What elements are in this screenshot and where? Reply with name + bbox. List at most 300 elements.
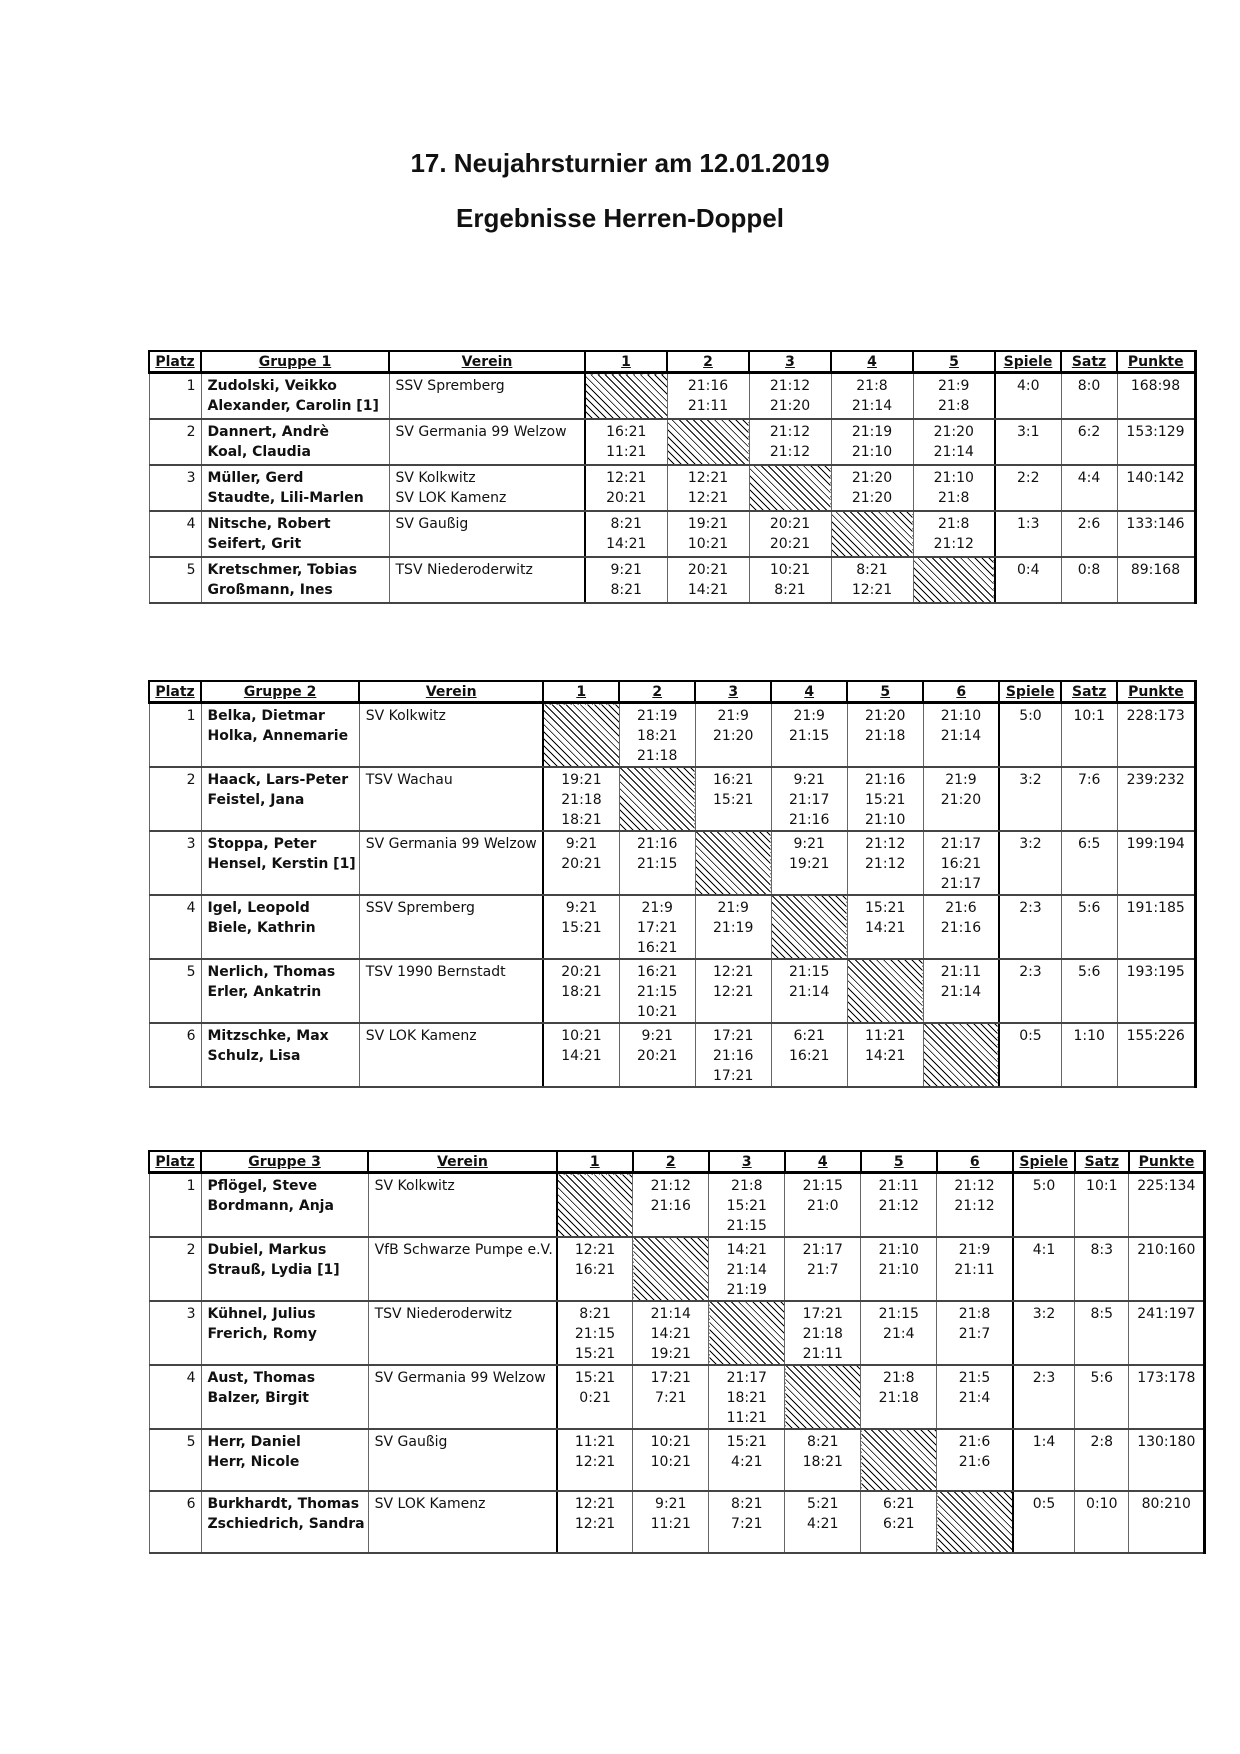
player-name: Staudte, Lili-Marlen	[207, 489, 364, 506]
match-score-cell	[847, 767, 923, 831]
club-cell	[359, 703, 543, 768]
match-score-cell	[913, 511, 995, 557]
match-score-cell	[709, 1491, 785, 1553]
set-score: 4:21	[807, 1516, 839, 1532]
set-score: 21:15	[726, 1218, 767, 1234]
match-score-cell	[709, 1237, 785, 1301]
match-score-cell	[923, 703, 999, 768]
players-cell	[201, 373, 389, 419]
satz-cell: 5:6	[1075, 1365, 1129, 1429]
set-score: 21:15	[574, 1326, 616, 1342]
set-score: 21:11	[802, 1346, 843, 1362]
set-score: 10:21	[561, 1028, 602, 1044]
club-cell	[359, 1023, 543, 1087]
column-header: 4	[831, 351, 913, 373]
satz-cell: 0:8	[1061, 557, 1117, 603]
table-row	[149, 419, 1195, 465]
punkte-cell: 199:194	[1117, 831, 1195, 895]
spiele-cell: 0:5	[1013, 1491, 1075, 1553]
set-score: 21:16	[650, 1198, 691, 1214]
player-name: Nerlich, Thomas	[207, 964, 336, 980]
match-score-cell	[633, 1173, 709, 1238]
player-name: Kretschmer, Tobias	[207, 561, 358, 578]
set-score: 21:6	[945, 900, 977, 916]
club-cell	[368, 1237, 557, 1301]
match-score-cell	[543, 895, 619, 959]
satz-cell: 1:10	[1061, 1023, 1117, 1087]
set-score: 21:16	[865, 772, 906, 788]
column-header: 1	[543, 681, 619, 703]
set-score: 21:12	[954, 1178, 995, 1194]
set-score: 12:21	[574, 1496, 616, 1512]
satz-cell: 8:3	[1075, 1237, 1129, 1301]
satz-cell: 6:2	[1061, 419, 1117, 465]
self-match-hatched-cell	[667, 419, 749, 465]
set-score: 21:17	[802, 1242, 843, 1258]
match-score-cell	[619, 1023, 695, 1087]
platz-cell: 3	[149, 465, 201, 511]
match-score-cell	[695, 1023, 771, 1087]
column-header: 5	[847, 681, 923, 703]
spiele-cell: 4:1	[1013, 1237, 1075, 1301]
column-header: 4	[785, 1151, 861, 1173]
platz-cell: 6	[149, 1491, 201, 1553]
players-cell	[201, 511, 389, 557]
set-score: 21:8	[731, 1178, 763, 1194]
self-match-hatched-cell	[695, 831, 771, 895]
match-score-cell	[785, 1491, 861, 1553]
set-score: 12:21	[574, 1454, 616, 1470]
set-score: 21:14	[650, 1306, 691, 1322]
column-header: Spiele	[995, 351, 1061, 373]
club-name: SSV Spremberg	[395, 378, 505, 394]
set-score: 21:10	[878, 1242, 919, 1258]
set-score: 21:9	[717, 708, 749, 724]
set-score: 21:12	[865, 856, 906, 872]
punkte-cell: 155:226	[1117, 1023, 1195, 1087]
set-score: 21:12	[769, 423, 811, 440]
players-cell	[201, 1173, 368, 1238]
player-name: Mitzschke, Max	[207, 1028, 329, 1044]
set-score: 21:12	[933, 535, 974, 552]
set-score: 19:21	[561, 772, 602, 788]
set-score: 21:14	[789, 984, 830, 1000]
club-name: SV Kolkwitz	[395, 469, 476, 486]
set-score: 16:21	[940, 856, 982, 872]
column-header: Punkte	[1117, 351, 1195, 373]
self-match-hatched-cell	[557, 1173, 633, 1238]
column-header: Platz	[149, 1151, 201, 1173]
platz-cell: 5	[149, 557, 201, 603]
self-match-hatched-cell	[913, 557, 995, 603]
set-score: 21:16	[789, 812, 830, 828]
set-score: 21:18	[637, 748, 678, 764]
set-score: 12:21	[713, 984, 754, 1000]
self-match-hatched-cell	[937, 1491, 1013, 1553]
set-score: 15:21	[865, 900, 906, 916]
punkte-cell: 153:129	[1117, 419, 1195, 465]
club-cell	[368, 1491, 557, 1553]
players-cell	[201, 959, 359, 1023]
set-score: 8:21	[731, 1496, 763, 1512]
spiele-cell: 2:3	[1013, 1365, 1075, 1429]
self-match-hatched-cell	[585, 373, 667, 419]
set-score: 14:21	[650, 1326, 691, 1342]
set-score: 21:0	[807, 1198, 839, 1214]
match-score-cell	[667, 557, 749, 603]
players-cell	[201, 465, 389, 511]
column-header: 6	[923, 681, 999, 703]
column-header: 3	[709, 1151, 785, 1173]
self-match-hatched-cell	[543, 703, 619, 768]
match-score-cell	[861, 1491, 937, 1553]
set-score: 14:21	[606, 535, 647, 552]
header-row	[149, 351, 1195, 373]
self-match-hatched-cell	[785, 1365, 861, 1429]
set-score: 19:21	[789, 856, 830, 872]
set-score: 21:7	[958, 1326, 991, 1342]
set-score: 21:10	[940, 708, 982, 724]
set-score: 19:21	[650, 1346, 691, 1362]
platz-cell: 4	[149, 511, 201, 557]
column-header: 3	[749, 351, 831, 373]
player-name: Großmann, Ines	[207, 581, 333, 598]
table-row	[149, 1429, 1205, 1491]
match-score-cell	[771, 831, 847, 895]
set-score: 8:21	[610, 515, 642, 532]
satz-cell: 7:6	[1061, 767, 1117, 831]
platz-cell: 4	[149, 895, 201, 959]
match-score-cell	[695, 895, 771, 959]
set-score: 15:21	[574, 1346, 616, 1362]
set-score: 9:21	[655, 1496, 687, 1512]
set-score: 21:20	[769, 398, 811, 414]
player-name: Zudolski, Veikko	[207, 378, 337, 394]
results-table-group-2	[148, 680, 1197, 1088]
player-name: Dubiel, Markus	[207, 1242, 327, 1258]
club-cell	[359, 831, 543, 895]
match-score-cell	[619, 703, 695, 768]
club-name: SV Germania 99 Welzow	[395, 423, 567, 440]
set-score: 15:21	[713, 792, 754, 808]
club-name: SV Kolkwitz	[374, 1178, 455, 1194]
table-row	[149, 831, 1195, 895]
player-name: Strauß, Lydia [1]	[207, 1262, 340, 1278]
table-row	[149, 1237, 1205, 1301]
set-score: 17:21	[713, 1028, 754, 1044]
players-cell	[201, 831, 359, 895]
match-score-cell	[557, 1491, 633, 1553]
punkte-cell: 241:197	[1129, 1301, 1205, 1365]
set-score: 16:21	[637, 940, 678, 956]
column-header: Verein	[389, 351, 585, 373]
player-name: Erler, Ankatrin	[207, 984, 322, 1000]
column-header: Punkte	[1129, 1151, 1205, 1173]
self-match-hatched-cell	[861, 1429, 937, 1491]
club-name: SV Germania 99 Welzow	[374, 1370, 546, 1386]
punkte-cell: 133:146	[1117, 511, 1195, 557]
table-row	[149, 511, 1195, 557]
table-row	[149, 1365, 1205, 1429]
player-name: Burkhardt, Thomas	[207, 1496, 360, 1512]
players-cell	[201, 1365, 368, 1429]
match-score-cell	[937, 1301, 1013, 1365]
match-score-cell	[543, 767, 619, 831]
club-name: TSV Niederoderwitz	[395, 561, 533, 578]
club-name: SV LOK Kamenz	[395, 489, 507, 506]
set-score: 6:21	[883, 1496, 915, 1512]
set-score: 21:15	[802, 1178, 843, 1194]
set-score: 16:21	[606, 423, 647, 440]
platz-cell: 5	[149, 959, 201, 1023]
set-score: 21:10	[865, 812, 906, 828]
set-score: 16:21	[637, 964, 678, 980]
match-score-cell	[749, 557, 831, 603]
set-score: 21:16	[687, 378, 729, 394]
match-score-cell	[923, 959, 999, 1023]
match-score-cell	[771, 1023, 847, 1087]
spiele-cell: 5:0	[1013, 1173, 1075, 1238]
match-score-cell	[557, 1365, 633, 1429]
set-score: 11:21	[606, 443, 647, 460]
players-cell	[201, 1237, 368, 1301]
set-score: 21:18	[802, 1326, 843, 1342]
spiele-cell: 1:3	[995, 511, 1061, 557]
match-score-cell	[913, 373, 995, 419]
table-row	[149, 1301, 1205, 1365]
set-score: 21:17	[789, 792, 830, 808]
match-score-cell	[709, 1429, 785, 1491]
satz-cell: 0:10	[1075, 1491, 1129, 1553]
set-score: 15:21	[865, 792, 906, 808]
set-score: 12:21	[851, 581, 893, 598]
match-score-cell	[543, 959, 619, 1023]
club-name: SV Gaußig	[374, 1434, 448, 1450]
set-score: 15:21	[726, 1198, 767, 1214]
punkte-cell: 80:210	[1129, 1491, 1205, 1553]
set-score: 20:21	[606, 489, 647, 506]
set-score: 21:20	[865, 708, 906, 724]
group-2-table-wrapper	[148, 680, 1197, 1088]
player-name: Haack, Lars-Peter	[207, 772, 349, 788]
satz-cell: 6:5	[1061, 831, 1117, 895]
column-header: 6	[937, 1151, 1013, 1173]
set-score: 21:6	[958, 1454, 991, 1470]
set-score: 21:17	[940, 876, 982, 892]
punkte-cell: 225:134	[1129, 1173, 1205, 1238]
page-title: 17. Neujahrsturnier am 12.01.2019	[410, 148, 830, 178]
column-header: Satz	[1061, 681, 1117, 703]
satz-cell: 2:8	[1075, 1429, 1129, 1491]
club-cell	[389, 511, 585, 557]
match-score-cell	[937, 1365, 1013, 1429]
set-score: 9:21	[565, 836, 598, 852]
match-score-cell	[667, 373, 749, 419]
player-name: Belka, Dietmar	[207, 708, 325, 724]
player-name: Igel, Leopold	[207, 900, 310, 916]
player-name: Kühnel, Julius	[207, 1306, 316, 1322]
set-score: 11:21	[574, 1434, 616, 1450]
set-score: 21:8	[938, 515, 970, 532]
set-score: 21:14	[940, 728, 982, 744]
match-score-cell	[861, 1173, 937, 1238]
set-score: 21:17	[940, 836, 982, 852]
set-score: 9:21	[793, 772, 825, 788]
set-score: 17:21	[713, 1068, 754, 1084]
players-cell	[201, 419, 389, 465]
player-name: Schulz, Lisa	[207, 1048, 301, 1064]
set-score: 18:21	[561, 812, 602, 828]
club-cell	[389, 419, 585, 465]
set-score: 10:21	[650, 1434, 691, 1450]
set-score: 21:10	[851, 443, 893, 460]
platz-cell: 3	[149, 1301, 201, 1365]
match-score-cell	[749, 511, 831, 557]
match-score-cell	[771, 767, 847, 831]
match-score-cell	[633, 1491, 709, 1553]
set-score: 21:7	[807, 1262, 839, 1278]
punkte-cell: 89:168	[1117, 557, 1195, 603]
set-score: 20:21	[769, 535, 811, 552]
table-row	[149, 959, 1195, 1023]
club-name: SV Gaußig	[395, 515, 469, 532]
set-score: 10:21	[769, 561, 811, 578]
set-score: 11:21	[865, 1028, 906, 1044]
set-score: 10:21	[687, 535, 729, 552]
club-cell	[368, 1429, 557, 1491]
self-match-hatched-cell	[771, 895, 847, 959]
set-score: 21:10	[878, 1262, 919, 1278]
set-score: 14:21	[726, 1242, 767, 1258]
set-score: 21:9	[717, 900, 749, 916]
set-score: 21:8	[883, 1370, 915, 1386]
set-score: 20:21	[687, 561, 729, 578]
player-name: Seifert, Grit	[207, 535, 302, 552]
match-score-cell	[785, 1429, 861, 1491]
set-score: 21:19	[637, 708, 678, 724]
results-table-group-3	[148, 1150, 1206, 1554]
set-score: 7:21	[655, 1390, 687, 1406]
spiele-cell: 2:2	[995, 465, 1061, 511]
column-header: Spiele	[1013, 1151, 1075, 1173]
match-score-cell	[585, 557, 667, 603]
column-header: Punkte	[1117, 681, 1195, 703]
set-score: 21:12	[650, 1178, 691, 1194]
match-score-cell	[831, 557, 913, 603]
spiele-cell: 4:0	[995, 373, 1061, 419]
match-score-cell	[667, 465, 749, 511]
set-score: 21:20	[933, 423, 974, 440]
set-score: 21:4	[958, 1390, 991, 1406]
set-score: 14:21	[865, 920, 906, 936]
set-score: 21:16	[637, 836, 678, 852]
set-score: 21:12	[769, 443, 811, 460]
set-score: 21:16	[713, 1048, 754, 1064]
set-score: 21:10	[933, 469, 974, 486]
set-score: 21:15	[637, 856, 678, 872]
set-score: 8:21	[856, 561, 888, 578]
self-match-hatched-cell	[923, 1023, 999, 1087]
set-score: 21:19	[713, 920, 754, 936]
set-score: 21:20	[713, 728, 754, 744]
set-score: 21:15	[637, 984, 678, 1000]
column-header: 3	[695, 681, 771, 703]
platz-cell: 2	[149, 1237, 201, 1301]
table-row	[149, 465, 1195, 511]
player-name: Holka, Annemarie	[207, 728, 349, 744]
set-score: 20:21	[561, 856, 602, 872]
set-score: 17:21	[650, 1370, 691, 1386]
club-cell	[359, 767, 543, 831]
set-score: 21:14	[851, 398, 893, 414]
table-row	[149, 373, 1195, 419]
self-match-hatched-cell	[847, 959, 923, 1023]
player-name: Alexander, Carolin [1]	[207, 398, 379, 414]
set-score: 8:21	[610, 581, 642, 598]
group-1-table-wrapper	[148, 350, 1197, 604]
player-name: Frerich, Romy	[207, 1326, 317, 1342]
player-name: Koal, Claudia	[207, 443, 311, 460]
set-score: 18:21	[637, 728, 678, 744]
set-score: 21:11	[687, 398, 729, 414]
set-score: 21:12	[954, 1198, 995, 1214]
set-score: 9:21	[793, 836, 825, 852]
players-cell	[201, 703, 359, 768]
players-cell	[201, 1023, 359, 1087]
set-score: 21:20	[940, 792, 982, 808]
platz-cell: 1	[149, 1173, 201, 1238]
set-score: 18:21	[726, 1390, 767, 1406]
punkte-cell: 140:142	[1117, 465, 1195, 511]
match-score-cell	[847, 703, 923, 768]
spiele-cell: 0:5	[999, 1023, 1061, 1087]
column-header: Verein	[368, 1151, 557, 1173]
set-score: 12:21	[574, 1516, 616, 1532]
set-score: 14:21	[561, 1048, 602, 1064]
set-score: 21:16	[940, 920, 982, 936]
column-header: 2	[633, 1151, 709, 1173]
match-score-cell	[557, 1237, 633, 1301]
set-score: 21:9	[945, 772, 977, 788]
match-score-cell	[913, 465, 995, 511]
column-header: Satz	[1075, 1151, 1129, 1173]
platz-cell: 1	[149, 703, 201, 768]
set-score: 20:21	[561, 964, 602, 980]
table-row	[149, 767, 1195, 831]
player-name: Herr, Daniel	[207, 1434, 301, 1450]
punkte-cell: 193:195	[1117, 959, 1195, 1023]
players-cell	[201, 1429, 368, 1491]
self-match-hatched-cell	[831, 511, 913, 557]
set-score: 11:21	[726, 1410, 767, 1426]
set-score: 6:21	[883, 1516, 915, 1532]
platz-cell: 4	[149, 1365, 201, 1429]
set-score: 21:14	[726, 1262, 767, 1278]
match-score-cell	[831, 373, 913, 419]
match-score-cell	[847, 895, 923, 959]
self-match-hatched-cell	[749, 465, 831, 511]
satz-cell: 8:5	[1075, 1301, 1129, 1365]
set-score: 15:21	[726, 1434, 767, 1450]
satz-cell: 8:0	[1061, 373, 1117, 419]
set-score: 21:12	[865, 836, 906, 852]
set-score: 9:21	[565, 900, 598, 916]
players-cell	[201, 895, 359, 959]
set-score: 14:21	[687, 581, 729, 598]
spiele-cell: 0:4	[995, 557, 1061, 603]
match-score-cell	[585, 511, 667, 557]
set-score: 21:14	[940, 984, 982, 1000]
